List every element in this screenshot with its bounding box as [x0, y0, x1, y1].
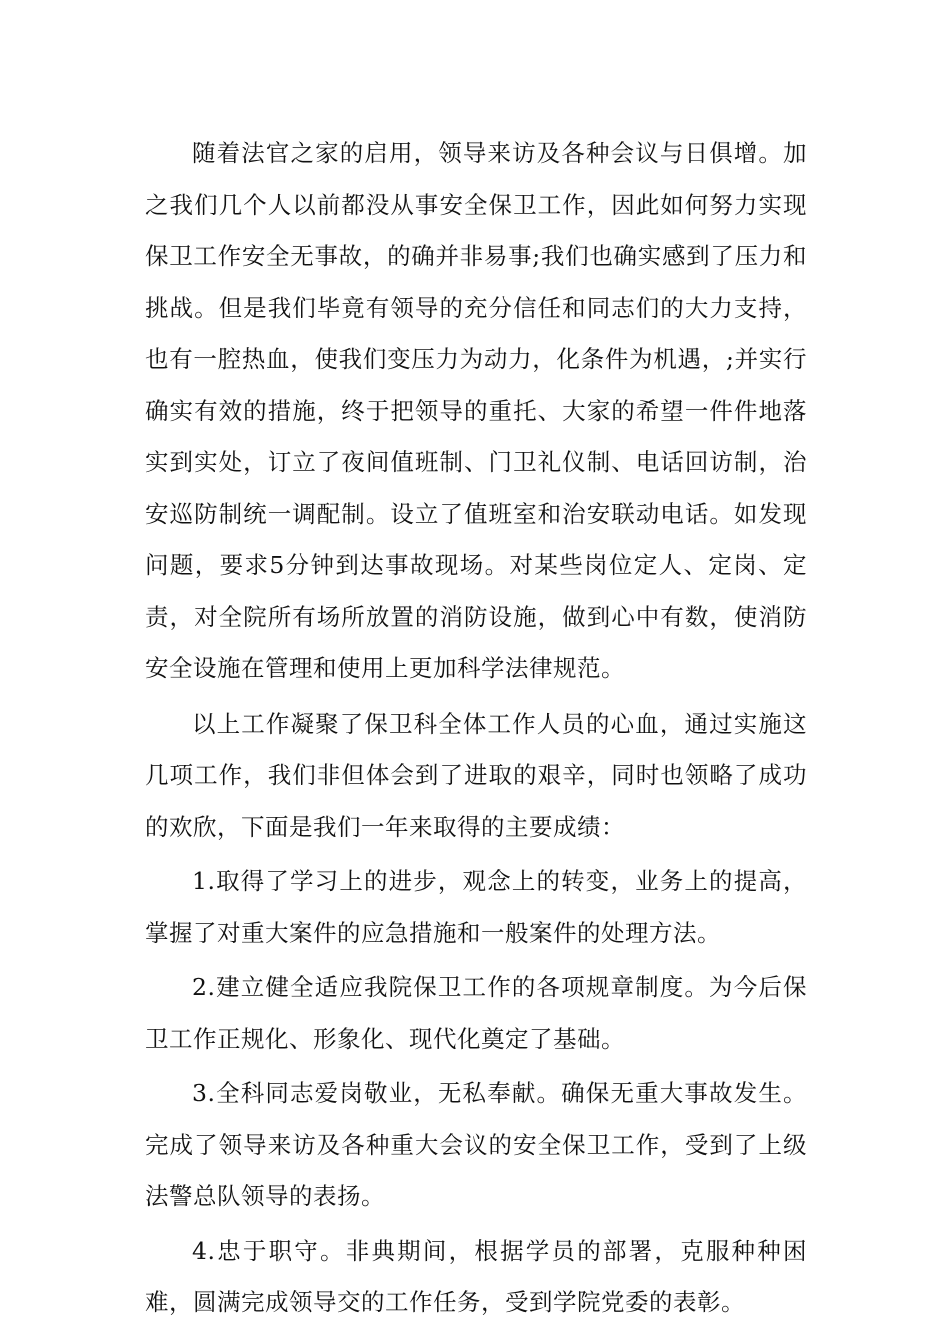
paragraph-item-4: 4.忠于职守。非典期间，根据学员的部署，克服种种困难，圆满完成领导交的工作任务，受到学院党委的表彰。 — [145, 1236, 807, 1316]
paragraph-item-2: 2.建立健全适应我院保卫工作的各项规章制度。为今后保卫工作正规化、形象化、现代化奠定了基础。 — [145, 973, 807, 1053]
paragraph-security-measures: 随着法官之家的启用，领导来访及各种会议与日俱增。加之我们几个人以前都没从事安全保卫工作，因此如何努力实现保卫工作安全无事故，的确并非易事;我们也确实感到了压力和挑战。但是我们毕竟有领导的充分信任和同志们的大力支持，也有一腔热血，使我们变压力为动力，化条件为机遇，;并实行确实有效的措施，终于把领导的重托、大家的希望一件件地落实到实处，订立了夜间值班制、门卫礼仪制、电话回访制，治安巡防制统一调配制。设立了值班室和治安联动电话。如发现问题，要求5分钟到达事故现场。对某些岗位定人、定岗、定责，对全院所有场所放置的消防设施，做到心中有数，使消防安全设施在管理和使用上更加科学法律规范。 — [145, 139, 807, 682]
paragraph-item-1: 1.取得了学习上的进步，观念上的转变，业务上的提高，掌握了对重大案件的应急措施和一般案件的处理方法。 — [145, 867, 807, 947]
document-body — [145, 128, 807, 1329]
paragraph-achievements-intro: 以上工作凝聚了保卫科全体工作人员的心血，通过实施这几项工作，我们非但体会到了进取的艰辛，同时也领略了成功的欢欣，下面是我们一年来取得的主要成绩： — [145, 709, 807, 841]
paragraph-item-3: 3.全科同志爱岗敬业，无私奉献。确保无重大事故发生。完成了领导来访及各种重大会议的安全保卫工作，受到了上级法警总队领导的表扬。 — [145, 1079, 807, 1210]
